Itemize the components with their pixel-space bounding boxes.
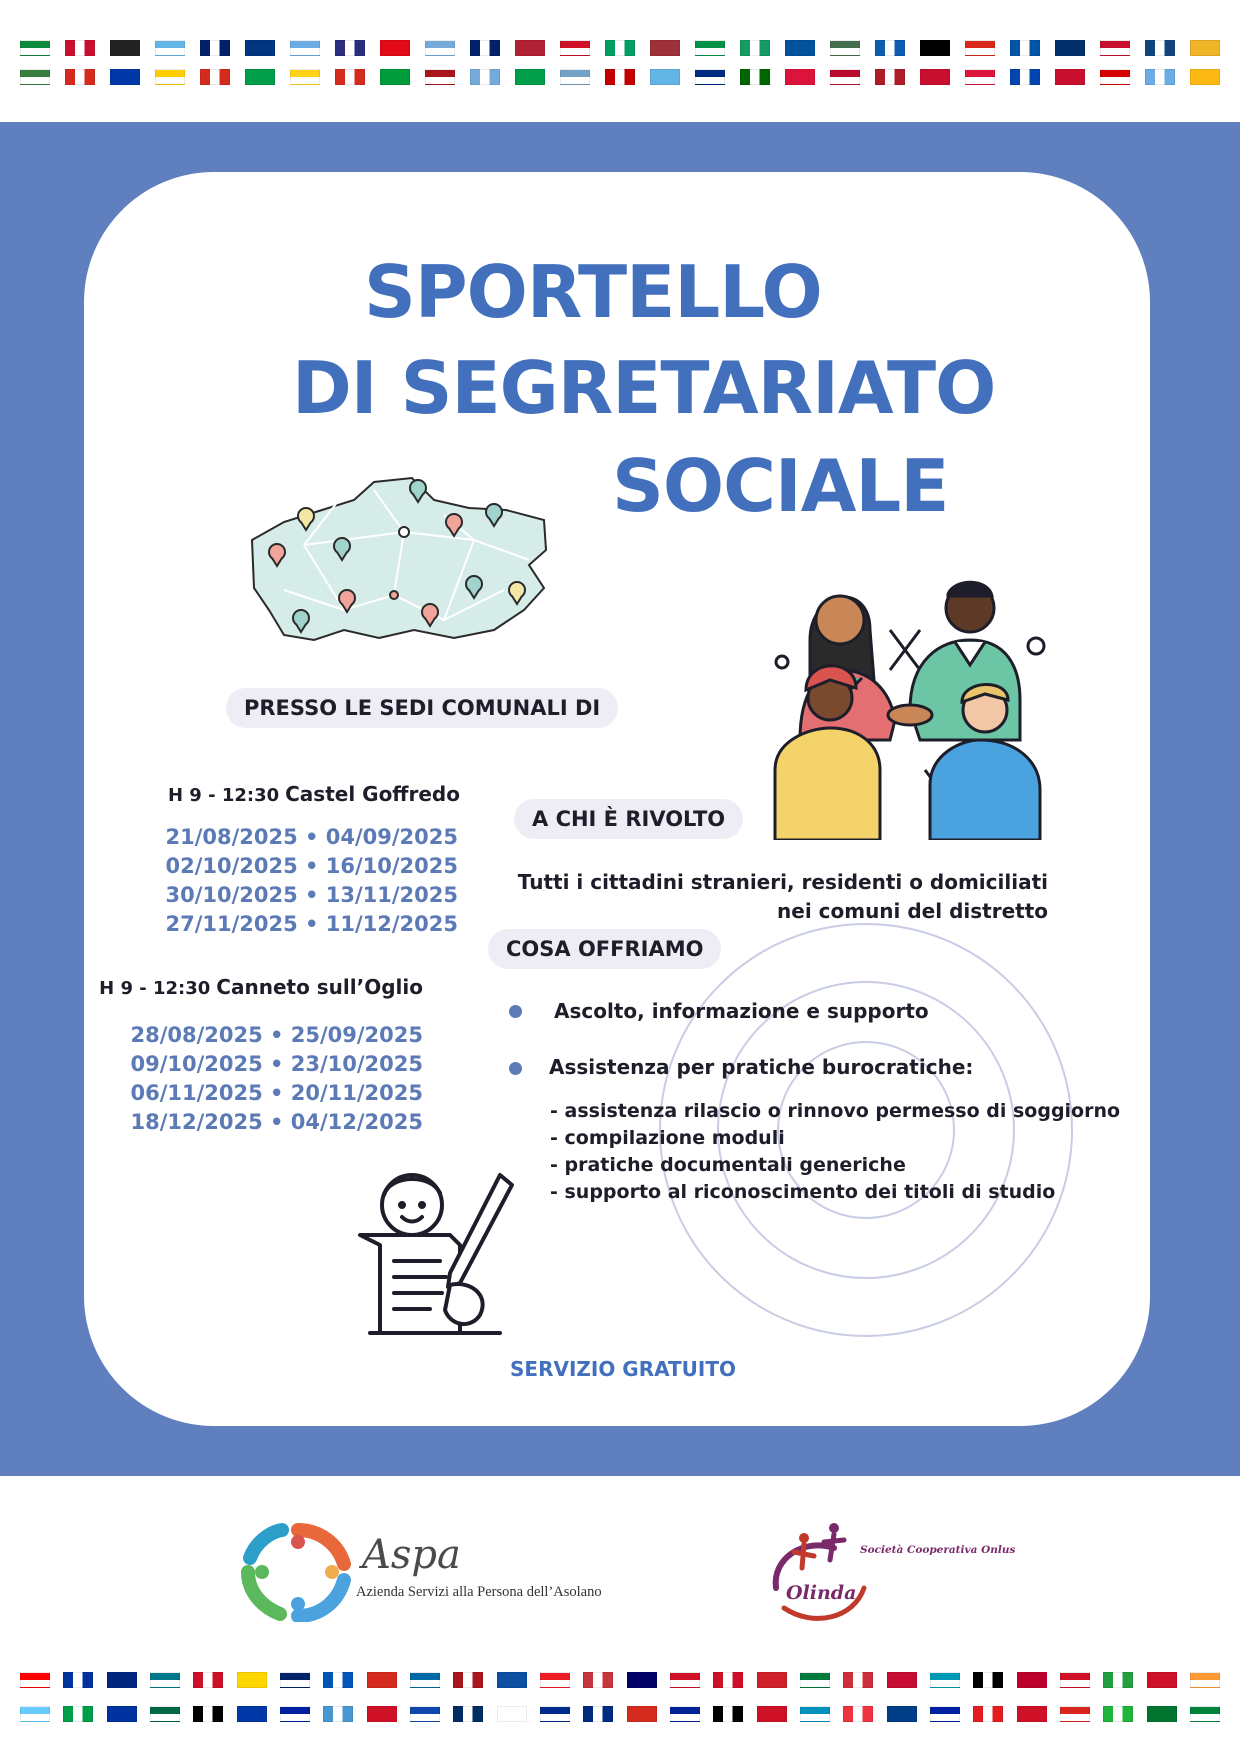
flag-icon: [930, 1706, 960, 1722]
schedule-2-dates: [130, 1021, 423, 1137]
flag-icon: [785, 69, 815, 85]
flag-icon: [740, 40, 770, 56]
flag-icon: [63, 1706, 93, 1722]
title-line-1: SPORTELLO: [364, 250, 822, 334]
schedule-2-heading: [99, 975, 423, 999]
offer-bullet-1: [509, 1005, 522, 1018]
flag-icon: [695, 40, 725, 56]
schedule-1-date-row: 27/11/2025 • 11/12/2025: [165, 912, 458, 936]
schedule-2-town: Canneto sull’Oglio: [216, 975, 423, 999]
flag-icon: [650, 40, 680, 56]
flag-icon: [245, 40, 275, 56]
flag-icon: [540, 1672, 570, 1688]
flag-icon: [583, 1706, 613, 1722]
flag-icon: [785, 40, 815, 56]
schedule-2-hours: H 9 - 12:30: [99, 978, 211, 999]
flag-icon: [410, 1672, 440, 1688]
people-illustration: [770, 570, 1060, 840]
flag-icon: [380, 69, 410, 85]
flag-icon: [110, 69, 140, 85]
flag-icon: [470, 40, 500, 56]
flag-icon: [875, 69, 905, 85]
flag-icon: [713, 1672, 743, 1688]
flag-icon: [150, 1706, 180, 1722]
schedule-1-date-row: 02/10/2025 • 16/10/2025: [165, 854, 458, 878]
schedule-1-heading: [168, 782, 460, 806]
flag-icon: [453, 1706, 483, 1722]
flag-icon: [627, 1706, 657, 1722]
flags-bottom-row-1: [20, 1672, 1220, 1688]
flag-icon: [920, 40, 950, 56]
flag-icon: [540, 1706, 570, 1722]
schedule-1-date-row: 21/08/2025 • 04/09/2025: [165, 825, 458, 849]
flag-icon: [470, 69, 500, 85]
flag-icon: [605, 40, 635, 56]
flag-icon: [380, 40, 410, 56]
flag-icon: [800, 1672, 830, 1688]
flag-icon: [1060, 1706, 1090, 1722]
schedule-1-town: Castel Goffredo: [285, 782, 460, 806]
target-label: A CHI È RIVOLTO: [514, 799, 743, 839]
flag-icon: [367, 1706, 397, 1722]
flag-icon: [695, 69, 725, 85]
schedule-1-dates: [165, 823, 458, 939]
flag-icon: [560, 40, 590, 56]
flag-icon: [410, 1706, 440, 1722]
flag-icon: [335, 40, 365, 56]
flag-icon: [237, 1706, 267, 1722]
flag-icon: [237, 1672, 267, 1688]
flag-icon: [107, 1672, 137, 1688]
flag-icon: [323, 1672, 353, 1688]
flag-icon: [65, 69, 95, 85]
offer-sub-item: - assistenza rilascio o rinnovo permesso di soggiorno: [550, 1100, 1121, 1122]
flag-icon: [453, 1672, 483, 1688]
schedule-2-date-row: 06/11/2025 • 20/11/2025: [130, 1081, 423, 1105]
flag-icon: [110, 40, 140, 56]
flag-icon: [193, 1672, 223, 1688]
flag-icon: [740, 69, 770, 85]
flag-icon: [1100, 69, 1130, 85]
schedule-2-date-row: 18/12/2025 • 04/12/2025: [130, 1110, 423, 1134]
flag-icon: [280, 1672, 310, 1688]
flag-icon: [1145, 40, 1175, 56]
flag-icon: [193, 1706, 223, 1722]
flag-icon: [1103, 1672, 1133, 1688]
flag-icon: [920, 69, 950, 85]
flag-icon: [670, 1706, 700, 1722]
flag-icon: [605, 69, 635, 85]
flag-icon: [713, 1706, 743, 1722]
offer-item-2: Assistenza per pratiche burocratiche:: [549, 1055, 974, 1079]
flag-icon: [1060, 1672, 1090, 1688]
olinda-logo-name: Olinda: [786, 1582, 857, 1604]
flag-icon: [107, 1706, 137, 1722]
flag-icon: [1010, 69, 1040, 85]
flag-icon: [425, 40, 455, 56]
flag-icon: [757, 1706, 787, 1722]
flag-icon: [200, 40, 230, 56]
flag-icon: [650, 69, 680, 85]
flag-icon: [843, 1706, 873, 1722]
flag-icon: [627, 1672, 657, 1688]
flag-icon: [367, 1672, 397, 1688]
offer-sub-item: - compilazione moduli: [550, 1127, 785, 1149]
target-line-1: Tutti i cittadini stranieri, residenti o domiciliati: [517, 870, 1048, 894]
locations-label: PRESSO LE SEDI COMUNALI DI: [226, 688, 618, 728]
flag-icon: [1055, 69, 1085, 85]
flag-icon: [290, 40, 320, 56]
writing-illustration: [350, 1165, 520, 1340]
flag-icon: [875, 40, 905, 56]
offer-sub-item: - pratiche documentali generiche: [550, 1154, 906, 1176]
flag-icon: [1017, 1706, 1047, 1722]
flag-icon: [670, 1672, 700, 1688]
flag-icon: [155, 69, 185, 85]
flag-icon: [1145, 69, 1175, 85]
flag-icon: [973, 1706, 1003, 1722]
flag-icon: [425, 69, 455, 85]
offer-sub-item: - supporto al riconoscimento dei titoli di studio: [550, 1181, 1056, 1203]
flag-icon: [965, 40, 995, 56]
flag-icon: [560, 69, 590, 85]
aspa-logo-fullname: Azienda Servizi alla Persona dell’Asolano: [356, 1584, 602, 1600]
schedule-2-date-row: 28/08/2025 • 25/09/2025: [130, 1023, 423, 1047]
olinda-logo-subtitle: Società Cooperativa Onlus: [860, 1544, 1016, 1556]
schedule-2-date-row: 09/10/2025 • 23/10/2025: [130, 1052, 423, 1076]
flag-icon: [65, 40, 95, 56]
flag-icon: [1103, 1706, 1133, 1722]
flag-icon: [515, 69, 545, 85]
flag-icon: [150, 1672, 180, 1688]
flag-icon: [973, 1672, 1003, 1688]
flag-icon: [1190, 40, 1220, 56]
flag-icon: [887, 1706, 917, 1722]
schedule-1-date-row: 30/10/2025 • 13/11/2025: [165, 883, 458, 907]
flag-icon: [830, 69, 860, 85]
flag-icon: [515, 40, 545, 56]
free-service-label: SERVIZIO GRATUITO: [510, 1357, 737, 1381]
olinda-logo-icon: [764, 1518, 874, 1628]
flag-icon: [1010, 40, 1040, 56]
map-illustration: [244, 470, 554, 650]
flag-icon: [965, 69, 995, 85]
flags-top-row-2: [20, 69, 1220, 85]
flag-icon: [1190, 69, 1220, 85]
flag-icon: [887, 1672, 917, 1688]
flag-icon: [757, 1672, 787, 1688]
flag-icon: [1147, 1672, 1177, 1688]
flag-icon: [1100, 40, 1130, 56]
flag-icon: [1147, 1706, 1177, 1722]
flag-icon: [1017, 1672, 1047, 1688]
flag-icon: [20, 69, 50, 85]
flag-icon: [20, 1672, 50, 1688]
flags-top-row-1: [20, 40, 1220, 56]
flag-icon: [20, 40, 50, 56]
flag-icon: [245, 69, 275, 85]
flag-icon: [1190, 1706, 1220, 1722]
flag-icon: [290, 69, 320, 85]
schedule-1-hours: H 9 - 12:30: [167, 785, 280, 806]
flag-icon: [843, 1672, 873, 1688]
flag-icon: [200, 69, 230, 85]
offer-bullet-2: [509, 1062, 522, 1075]
title-line-3: SOCIALE: [612, 444, 949, 528]
flag-icon: [20, 1706, 50, 1722]
aspa-logo-name: Aspa: [362, 1532, 461, 1578]
flag-icon: [497, 1706, 527, 1722]
offer-item-1: Ascolto, informazione e supporto: [554, 999, 929, 1023]
flag-icon: [155, 40, 185, 56]
aspa-logo-icon: [240, 1522, 356, 1622]
flag-icon: [280, 1706, 310, 1722]
flag-icon: [323, 1706, 353, 1722]
flag-icon: [497, 1672, 527, 1688]
flag-icon: [63, 1672, 93, 1688]
offer-label: COSA OFFRIAMO: [488, 929, 721, 969]
flag-icon: [830, 40, 860, 56]
flag-icon: [930, 1672, 960, 1688]
flag-icon: [800, 1706, 830, 1722]
flags-bottom-row-2: [20, 1706, 1220, 1722]
flag-icon: [1190, 1672, 1220, 1688]
target-line-2: nei comuni del distretto: [777, 899, 1048, 923]
flag-icon: [335, 69, 365, 85]
flag-icon: [1055, 40, 1085, 56]
title-line-2: DI SEGRETARIATO: [292, 346, 996, 430]
flag-icon: [583, 1672, 613, 1688]
